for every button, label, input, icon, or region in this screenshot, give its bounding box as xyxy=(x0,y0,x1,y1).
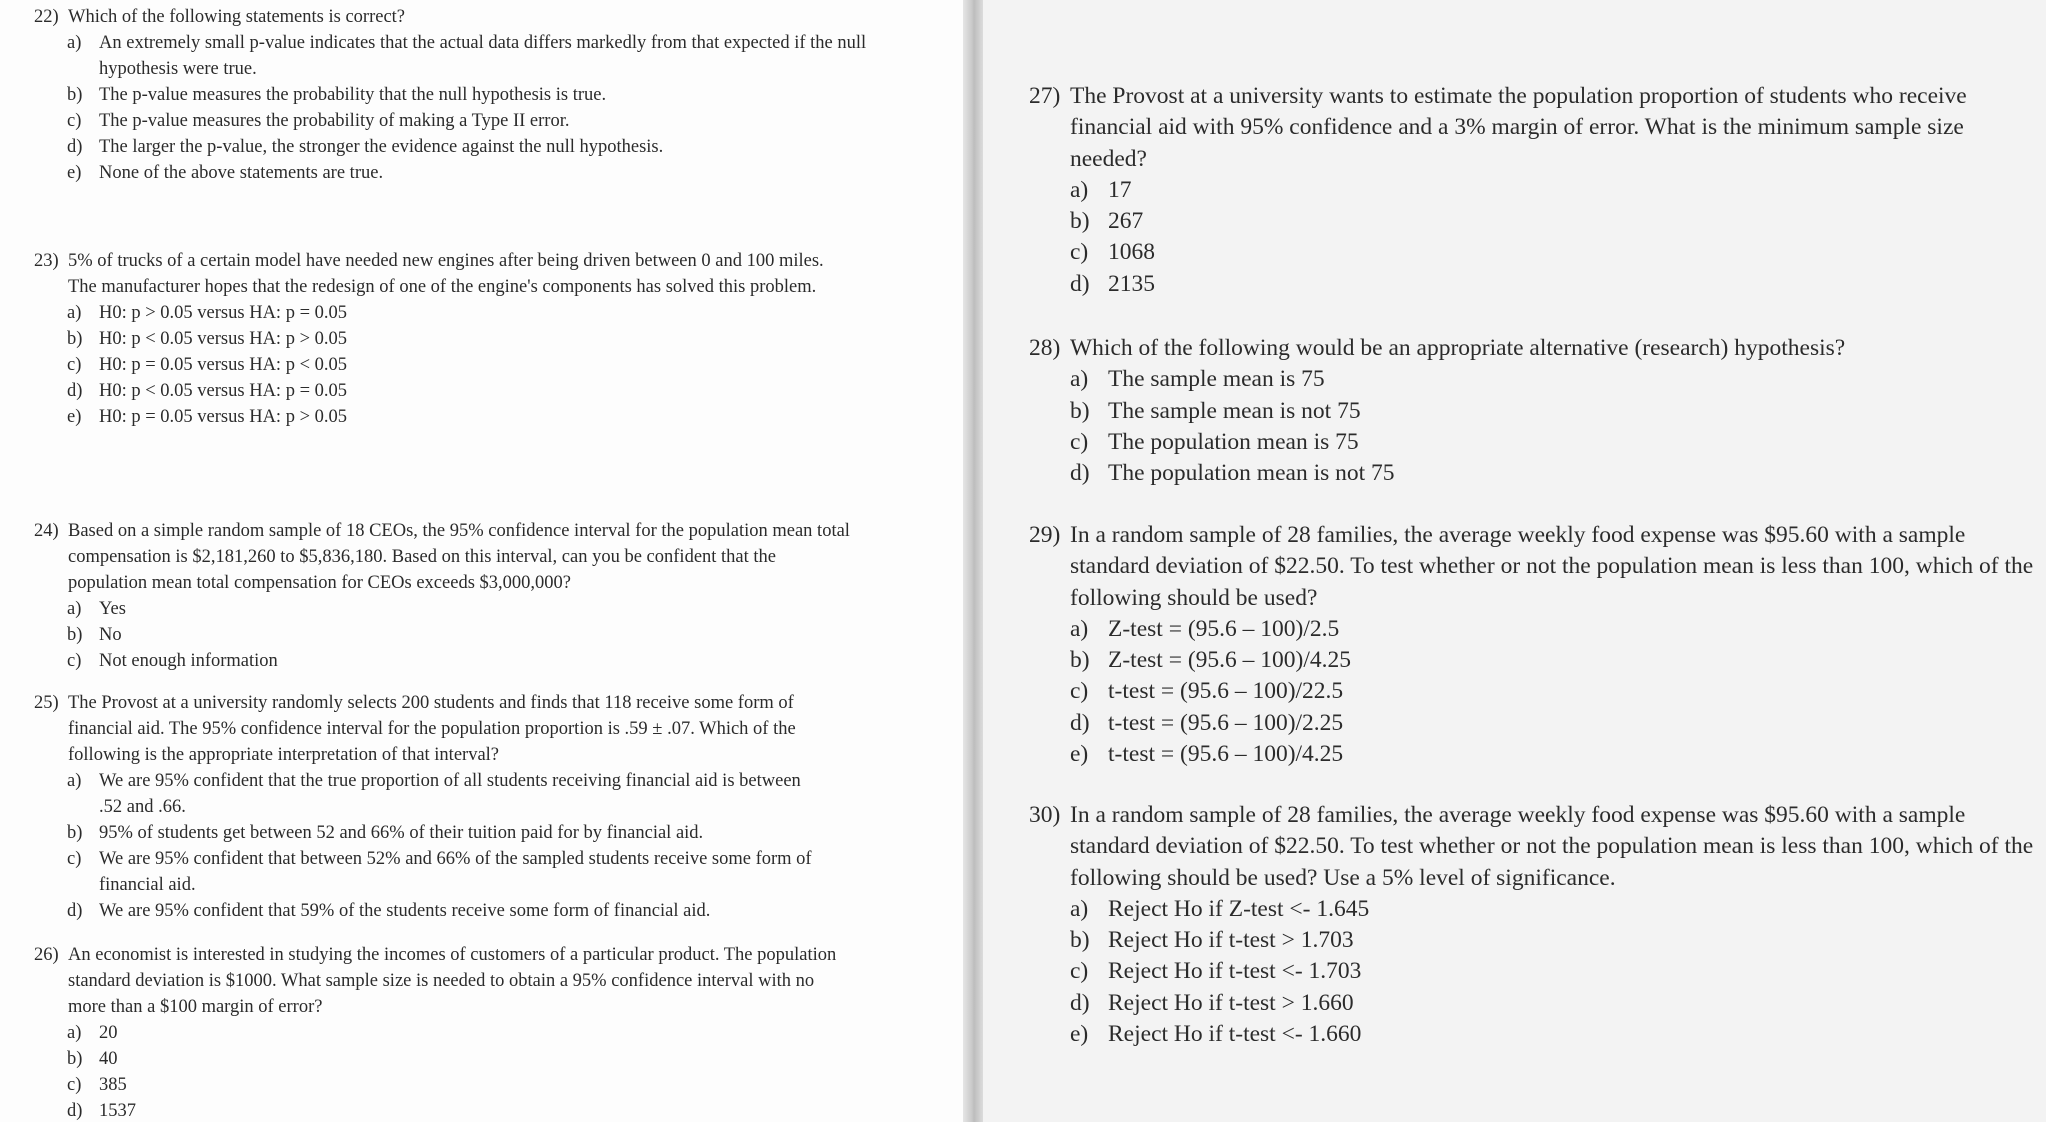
option-c: c) Not enough information xyxy=(67,651,278,671)
right-page xyxy=(983,0,2046,1122)
option-c: c) 385 xyxy=(67,1075,127,1095)
option-list xyxy=(67,768,827,924)
option-b: b) 267 xyxy=(1070,208,1144,235)
option-list xyxy=(67,30,879,186)
option-list xyxy=(1070,364,2034,489)
question-number: 25) xyxy=(34,693,59,713)
left-page xyxy=(0,0,963,1122)
question-number: 28) xyxy=(1029,335,1061,361)
question-26 xyxy=(34,942,854,1122)
question-text: Which of the following statements is correct? xyxy=(68,7,406,27)
option-d: d) 2135 xyxy=(1070,270,1155,297)
question-27 xyxy=(1029,81,2034,300)
question-text: The Provost at a university wants to estimate the population proportion of students who receive financial aid with 95% confidence and a 3% margin of error. What is the minimum sample size needed? xyxy=(1070,83,1967,172)
option-a: a) Reject Ho if Z-test <- 1.645 xyxy=(1070,895,1370,922)
page-gutter xyxy=(963,0,983,1122)
option-b: b) The p-value measures the probability that the null hypothesis is true. xyxy=(67,85,607,105)
question-text: An economist is interested in studying the incomes of customers of a particular product. The population standard deviation is $1000. What sample size is needed to obtain a 95% confidence interval with no more than a $100 margin of error? xyxy=(68,945,837,1017)
question-25 xyxy=(34,690,854,924)
option-c: c) The p-value measures the probability of making a Type II error. xyxy=(67,111,570,131)
option-c: c) 1068 xyxy=(1070,239,1155,266)
option-b: b) Z-test = (95.6 – 100)/4.25 xyxy=(1070,647,1351,674)
option-b: b) Reject Ho if t-test > 1.703 xyxy=(1070,927,1354,954)
question-30 xyxy=(1029,800,2034,1050)
question-text: In a random sample of 28 families, the average weekly food expense was $95.60 with a sample standard deviation of $22.50. To test whether or not the population mean is less than 100, which of the following should be used? xyxy=(1070,522,2034,611)
option-b: b) H0: p < 0.05 versus HA: p > 0.05 xyxy=(67,329,347,349)
option-a: a) Z-test = (95.6 – 100)/2.5 xyxy=(1070,615,1340,642)
question-text: The Provost at a university randomly selects 200 students and finds that 118 receive some form of financial aid. The 95% confidence interval for the population proportion is .59 ± .07. Which of the following is the appropriate interpretation of that interval? xyxy=(68,693,796,765)
option-list xyxy=(67,1020,854,1122)
option-d: d) t-test = (95.6 – 100)/2.25 xyxy=(1070,709,1344,736)
option-a: a) H0: p > 0.05 versus HA: p = 0.05 xyxy=(67,303,347,323)
question-text: In a random sample of 28 families, the average weekly food expense was $95.60 with a sample standard deviation of $22.50. To test whether or not the population mean is less than 100, which of the following should be used? Use a 5% level of significance. xyxy=(1070,802,2034,891)
option-a: a) The sample mean is 75 xyxy=(1070,366,1325,393)
option-b: b) The sample mean is not 75 xyxy=(1070,397,1361,424)
option-a: a) 20 xyxy=(67,1023,118,1043)
option-c: c) t-test = (95.6 – 100)/22.5 xyxy=(1070,678,1344,705)
option-a: a) 17 xyxy=(1070,176,1132,203)
option-a: a) An extremely small p-value indicates that the actual data differs markedly from that expected if the null hypothesis were true. xyxy=(67,33,867,79)
question-number: 23) xyxy=(34,251,59,271)
option-list xyxy=(1070,614,2034,770)
question-23 xyxy=(34,248,854,430)
option-e: e) H0: p = 0.05 versus HA: p > 0.05 xyxy=(67,407,347,427)
question-number: 26) xyxy=(34,945,59,965)
option-d: d) Reject Ho if t-test > 1.660 xyxy=(1070,989,1354,1016)
option-d: d) We are 95% confident that 59% of the students receive some form of financial aid. xyxy=(67,901,711,921)
option-b: b) 40 xyxy=(67,1049,118,1069)
question-text: 5% of trucks of a certain model have needed new engines after being driven between 0 and 100 miles. The manufacturer hopes that the redesign of one of the engine's components has solved this problem. xyxy=(68,251,824,297)
option-a: a) Yes xyxy=(67,599,126,619)
option-c: c) Reject Ho if t-test <- 1.703 xyxy=(1070,958,1362,985)
option-list xyxy=(1070,894,2034,1050)
question-28 xyxy=(1029,333,2034,489)
option-e: e) None of the above statements are true. xyxy=(67,163,384,183)
option-list xyxy=(67,596,854,674)
question-number: 29) xyxy=(1029,522,1061,548)
option-c: c) We are 95% confident that between 52% and 66% of the sampled students receive some form of financial aid. xyxy=(67,849,812,895)
option-b: b) 95% of students get between 52 and 66% of their tuition paid for by financial aid. xyxy=(67,823,704,843)
option-list xyxy=(67,300,854,430)
option-e: e) Reject Ho if t-test <- 1.660 xyxy=(1070,1021,1362,1048)
question-number: 27) xyxy=(1029,83,1061,109)
option-d: d) The larger the p-value, the stronger the evidence against the null hypothesis. xyxy=(67,137,664,157)
option-c: c) The population mean is 75 xyxy=(1070,428,1359,455)
option-list xyxy=(1070,175,2034,300)
question-22 xyxy=(34,4,867,186)
question-number: 30) xyxy=(1029,802,1061,828)
question-24 xyxy=(34,518,854,674)
option-d: d) H0: p < 0.05 versus HA: p = 0.05 xyxy=(67,381,347,401)
option-e: e) t-test = (95.6 – 100)/4.25 xyxy=(1070,741,1344,768)
option-b: b) No xyxy=(67,625,122,645)
question-text: Based on a simple random sample of 18 CEOs, the 95% confidence interval for the population mean total compensation is $2,181,260 to $5,836,180. Based on this interval, can you be confident that the population mean total compensation for CEOs exceeds $3,000,000? xyxy=(68,521,850,593)
question-number: 22) xyxy=(34,7,59,27)
option-d: d) The population mean is not 75 xyxy=(1070,460,1395,487)
question-number: 24) xyxy=(34,521,59,541)
question-29 xyxy=(1029,520,2034,770)
option-d: d) 1537 xyxy=(67,1101,136,1121)
option-a: a) We are 95% confident that the true proportion of all students receiving financial aid is between .52 and .66. xyxy=(67,771,801,817)
option-c: c) H0: p = 0.05 versus HA: p < 0.05 xyxy=(67,355,347,375)
question-text: Which of the following would be an appropriate alternative (research) hypothesis? xyxy=(1070,335,1846,361)
